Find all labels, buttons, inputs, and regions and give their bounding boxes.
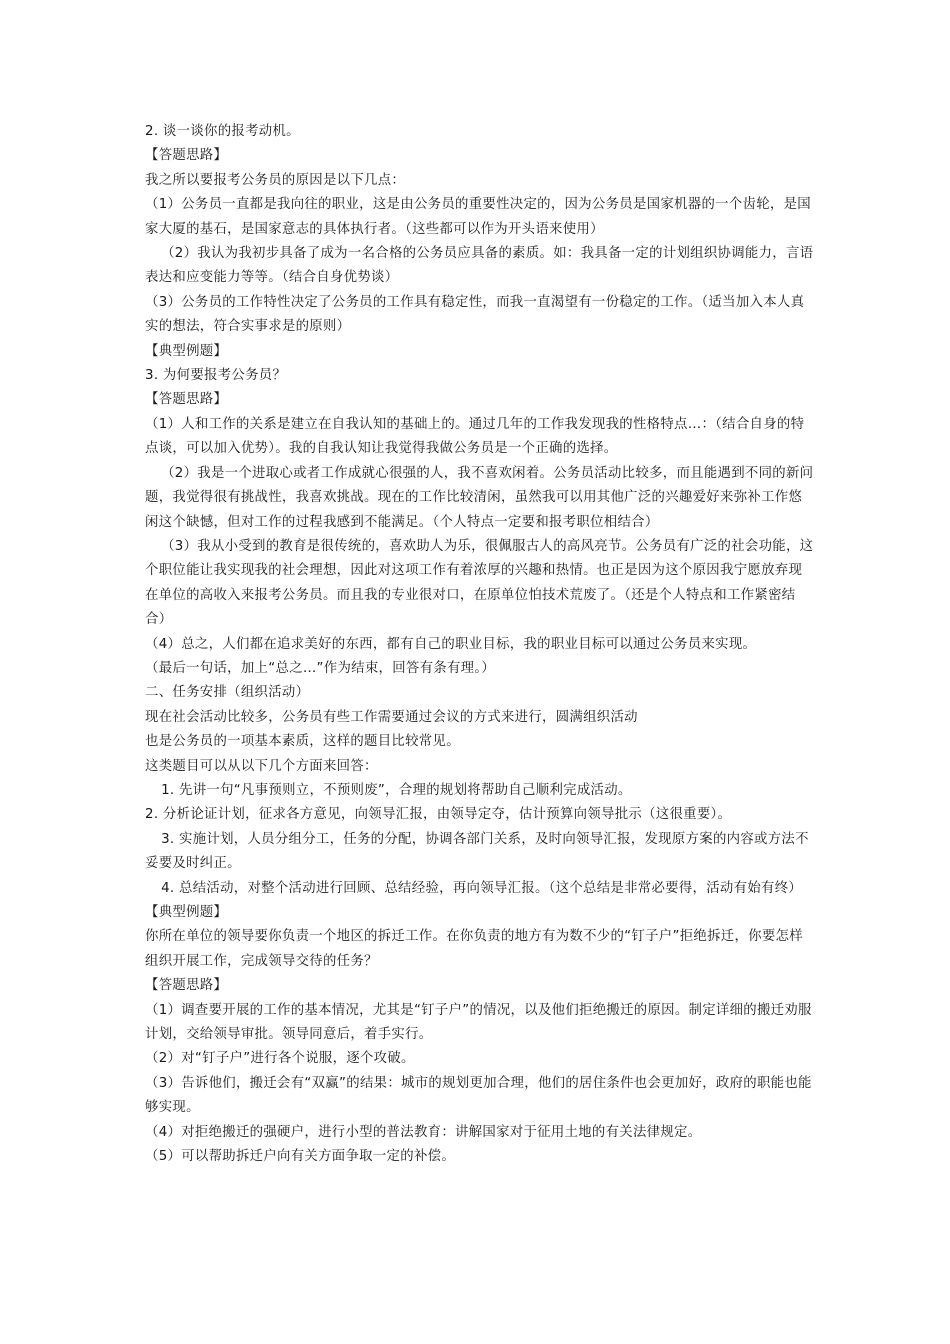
list-item: 4. 总结活动，对整个活动进行回顾、总结经验，再向领导汇报。（这个总结是非常必要得，活动有始有终）	[161, 880, 803, 896]
section-heading: 【典型例题】	[145, 343, 228, 359]
paragraph: 我之所以要报考公务员的原因是以下几点：	[145, 172, 406, 188]
paragraph: （1）调查要开展的工作的基本情况，尤其是“钉子户”的情况，以及他们拒绝搬迁的原因。制定详细的搬迁劝服计划，交给领导审批。领导同意后，着手实行。	[145, 1002, 812, 1043]
section-heading: 【答题思路】	[145, 148, 228, 164]
paragraph: （最后一句话，加上“总之…”作为结束，回答有条有理。）	[145, 660, 496, 676]
paragraph: （1）公务员一直都是我向往的职业，这是由公务员的重要性决定的，因为公务员是国家机器的一个齿轮，是国家大厦的基石，是国家意志的具体执行者。（这些都可以作为开头语来使用）	[145, 197, 811, 237]
list-item: 1. 先讲一句“凡事预则立，不预则废”，合理的规划将帮助自己顺利完成活动。	[161, 782, 632, 798]
paragraph: （5）可以帮助拆迁户向有关方面争取一定的补偿。	[145, 1149, 456, 1165]
document-body	[145, 120, 815, 1169]
paragraph: 3. 为何要报考公务员？	[145, 368, 287, 384]
list-item: 2. 分析论证计划，征求各方意见，向领导汇报，由领导定夺，估计预算向领导批示（这很重要）。	[145, 807, 732, 823]
section-heading: 【典型例题】	[145, 905, 228, 920]
paragraph: （2）我认为我初步具备了成为一名合格的公务员应具备的素质。如：我具备一定的计划组织协调能力，言语表达和应变能力等等。（结合自身优势谈）	[145, 246, 814, 286]
paragraph: 也是公务员的一项基本素质，这样的题目比较常见。	[145, 734, 460, 750]
paragraph: （2）我是一个进取心或者工作成就心很强的人，我不喜欢闲着。公务员活动比较多，而且能遇到不同的新问题，我觉得很有挑战性，我喜欢挑战。现在的工作比较清闲，虽然我可以用其他广泛的兴趣爱好来弥补工作悠闲这个缺憾，但对工作的过程我感到不能满足。（个人特点一定要和报考职位相结合）	[145, 465, 814, 530]
section-heading: 【答题思路】	[145, 978, 228, 994]
paragraph: （3）告诉他们，搬迁会有“双赢”的结果：城市的规划更加合理，他们的居住条件也会更加好，政府的职能也能够实现。	[145, 1075, 812, 1116]
paragraph: （2）对“钉子户”进行各个说服，逐个攻破。	[145, 1051, 415, 1067]
paragraph: 2. 谈一谈你的报考动机。	[145, 124, 300, 139]
paragraph: 这类题目可以从以下几个方面来回答：	[145, 758, 378, 774]
list-item: 3. 实施计划，人员分组分工，任务的分配，协调各部门关系，及时向领导汇报，发现原方案的内容或方法不妥要及时纠正。	[145, 831, 809, 872]
paragraph: （3）公务员的工作特性决定了公务员的工作具有稳定性，而我一直渴望有一份稳定的工作。（适当加入本人真实的想法，符合实事求是的原则）	[145, 294, 805, 335]
paragraph: 现在社会活动比较多，公务员有些工作需要通过会议的方式来进行，圆满组织活动	[145, 709, 638, 725]
paragraph: （3）我从小受到的教育是很传统的，喜欢助人为乐，很佩服古人的高风亮节。公务员有广泛的社会功能，这个职位能让我实现我的社会理想，因此对这项工作有着浓厚的兴趣和热情。也正是因为这个原因我宁愿放弃现在单位的高收入来报考公务员。而且我的专业很对口，在原单位怕技术荒废了。（还是个人特点和工作紧密结合）	[145, 538, 814, 628]
section-heading: 二、任务安排（组织活动）	[145, 685, 310, 701]
paragraph: 你所在单位的领导要你负责一个地区的拆迁工作。在你负责的地方有为数不少的“钉子户”拒绝拆迁，你要怎样组织开展工作，完成领导交待的任务？	[145, 929, 803, 969]
paragraph: （1）人和工作的关系是建立在自我认知的基础上的。通过几年的工作我发现我的性格特点…：（结合自身的特点谈，可以加入优势）。我的自我认知让我觉得我做公务员是一个正确的选择。	[145, 416, 805, 457]
section-heading: 【答题思路】	[145, 392, 228, 408]
paragraph: （4）对拒绝搬迁的强硬户，进行小型的普法教育：讲解国家对于征用土地的有关法律规定。	[145, 1124, 702, 1140]
paragraph: （4）总之，人们都在追求美好的东西，都有自己的职业目标，我的职业目标可以通过公务员来实现。	[145, 636, 757, 652]
